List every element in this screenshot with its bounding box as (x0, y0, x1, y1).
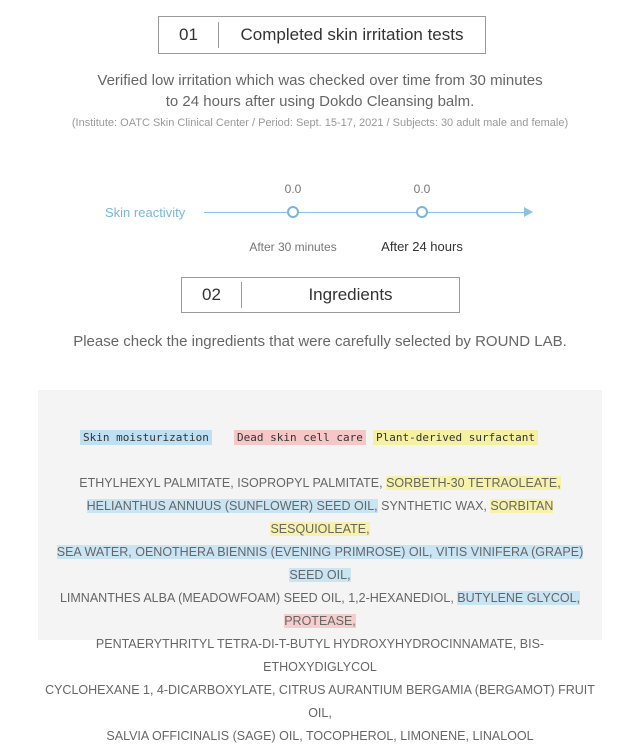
description-line: to 24 hours after using Dokdo Cleansing balm. (165, 93, 475, 110)
ingredient-line: ETHYLHEXYL PALMITATE, ISOPROPYL PALMITATE, SORBETH-30 TETRAOLEATE, (79, 476, 561, 490)
timeline-point (416, 206, 428, 218)
ingredient-line: SALVIA OFFICINALIS (SAGE) OIL, TOCOPHEROL, LIMONENE, LINALOOL (106, 729, 534, 743)
ingredient-line: HELIANTHUS ANNUUS (SUNFLOWER) SEED OIL, SYNTHETIC WAX, SORBITAN SESQUIOLEATE, (86, 499, 554, 536)
reactivity-value: 0.0 (413, 182, 431, 196)
ingredient-list (44, 472, 596, 748)
ingredients-panel (38, 390, 602, 743)
section-1-header (158, 16, 486, 54)
timeline-point (287, 206, 299, 218)
reactivity-label: Skin reactivity (105, 205, 186, 220)
arrow-right-icon (524, 207, 533, 217)
ingredient-line (44, 541, 596, 587)
timeline-line (204, 212, 526, 213)
section-1-description (0, 70, 640, 112)
legend-moisturization: Skin moisturization (80, 430, 212, 445)
ingredient-dead-cell-care: PROTEASE, (284, 614, 356, 628)
ingredient-moisturizer: BUTYLENE GLYCOL, (457, 591, 581, 605)
section-number: 02 (182, 282, 242, 308)
legend-plant-surfactant: Plant-derived surfactant (373, 430, 538, 445)
ingredient-line: CYCLOHEXANE 1, 4-DICARBOXYLATE, CITRUS AURANTIUM BERGAMIA (BERGAMOT) FRUIT OIL, (45, 683, 595, 720)
timeline-time-label: After 30 minutes (249, 240, 337, 254)
ingredient-moisturizer: SEA WATER, OENOTHERA BIENNIS (EVENING PRIMROSE) OIL, VITIS VINIFERA (GRAPE) SEED OIL, (56, 545, 584, 582)
ingredient-moisturizer: HELIANTHUS ANNUUS (SUNFLOWER) SEED OIL, (86, 499, 378, 513)
reactivity-value: 0.0 (284, 182, 302, 196)
description-line: Verified low irritation which was checked over time from 30 minutes (97, 72, 543, 89)
section-2-header (181, 277, 460, 313)
section-2-description: Please check the ingredients that were carefully selected by ROUND LAB. (73, 333, 567, 350)
section-title: Completed skin irritation tests (240, 25, 464, 44)
legend-dead-skin-cell-care: Dead skin cell care (234, 430, 366, 445)
section-title: Ingredients (308, 285, 393, 304)
timeline-time-label: After 24 hours (381, 239, 463, 254)
ingredient-line: PENTAERYTHRITYL TETRA-DI-T-BUTYL HYDROXYHYDROCINNAMATE, BIS-ETHOXYDIGLYCOL (95, 637, 545, 674)
section-number: 01 (159, 22, 219, 48)
test-note: (Institute: OATC Skin Clinical Center / Period: Sept. 15-17, 2021 / Subjects: 30 adult male and female) (71, 117, 569, 129)
ingredient-surfactant: SORBETH-30 TETRAOLEATE, (386, 476, 561, 490)
skin-reactivity-timeline (0, 175, 640, 265)
ingredient-line: LIMNANTHES ALBA (MEADOWFOAM) SEED OIL, 1,2-HEXANEDIOL, BUTYLENE GLYCOL, PROTEASE, (59, 591, 581, 628)
ingredient-surfactant: SORBITAN SESQUIOLEATE, (270, 499, 554, 536)
